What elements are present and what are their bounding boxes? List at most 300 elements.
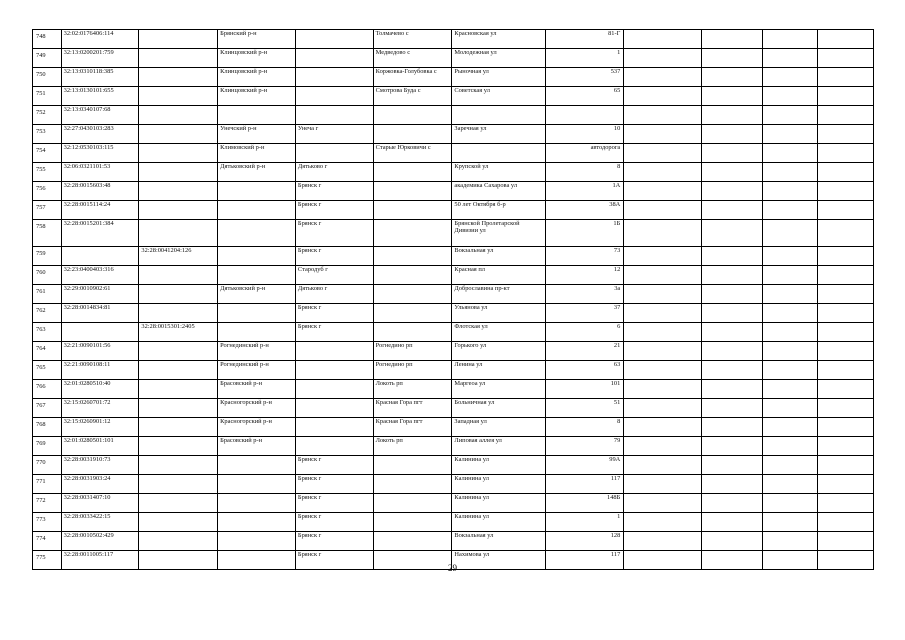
house-number-cell: 81-Г [545, 30, 624, 49]
row-number-cell: 750 [33, 68, 62, 87]
empty-cell [702, 437, 763, 456]
settlement-cell [373, 220, 452, 247]
row-number-cell: 765 [33, 361, 62, 380]
street-cell: Советская ул [452, 87, 545, 106]
table-row [33, 49, 874, 68]
empty-cell [763, 201, 817, 220]
empty-cell [702, 361, 763, 380]
empty-cell [763, 220, 817, 247]
row-number-cell: 769 [33, 437, 62, 456]
city-cell: Брянск г [295, 532, 373, 551]
row-number-cell: 768 [33, 418, 62, 437]
empty-cell [702, 163, 763, 182]
empty-cell [817, 49, 873, 68]
district-cell [218, 182, 296, 201]
empty-cell [763, 456, 817, 475]
table-row [33, 125, 874, 144]
register-table [32, 29, 874, 570]
empty-cell [817, 201, 873, 220]
house-number-cell: автодорога [545, 144, 624, 163]
settlement-cell [373, 513, 452, 532]
street-cell: Маргеоа ул [452, 380, 545, 399]
street-cell: Брянской Пролетарской Дивизии ул [452, 220, 545, 247]
city-cell: Брянск г [295, 304, 373, 323]
empty-cell [763, 475, 817, 494]
house-number-cell [545, 106, 624, 125]
empty-cell [817, 266, 873, 285]
cadastral-number-cell: 32:28:0031903:24 [61, 475, 139, 494]
table-row [33, 30, 874, 49]
empty-cell [702, 125, 763, 144]
city-cell: Брянск г [295, 513, 373, 532]
empty-cell [624, 361, 702, 380]
street-cell: Молодежная ул [452, 49, 545, 68]
settlement-cell [373, 182, 452, 201]
street-cell: Ульянова ул [452, 304, 545, 323]
empty-cell [763, 182, 817, 201]
district-cell: Климовский р-н [218, 144, 296, 163]
district-cell: Брянский р-н [218, 30, 296, 49]
district-cell: Красногорский р-н [218, 399, 296, 418]
district-cell [218, 513, 296, 532]
house-number-cell: 38А [545, 201, 624, 220]
empty-cell [817, 418, 873, 437]
city-cell [295, 144, 373, 163]
district-cell: Клинцовский р-н [218, 49, 296, 68]
street-cell: Красная пл [452, 266, 545, 285]
empty-cell [624, 342, 702, 361]
cadastral-number-cell: 32:13:0130101:655 [61, 87, 139, 106]
cadastral-number-alt-cell [139, 49, 218, 68]
row-number-cell: 759 [33, 247, 62, 266]
district-cell [218, 494, 296, 513]
settlement-cell [373, 106, 452, 125]
empty-cell [624, 494, 702, 513]
row-number-cell: 758 [33, 220, 62, 247]
cadastral-number-alt-cell [139, 494, 218, 513]
row-number-cell: 756 [33, 182, 62, 201]
empty-cell [702, 475, 763, 494]
street-cell: Липовая аллея ул [452, 437, 545, 456]
district-cell [218, 247, 296, 266]
district-cell [218, 456, 296, 475]
empty-cell [702, 106, 763, 125]
house-number-cell: 12 [545, 266, 624, 285]
house-number-cell: 117 [545, 551, 624, 570]
street-cell: Рыночная ул [452, 68, 545, 87]
empty-cell [817, 323, 873, 342]
empty-cell [702, 532, 763, 551]
empty-cell [702, 513, 763, 532]
city-cell [295, 361, 373, 380]
cadastral-number-alt-cell [139, 266, 218, 285]
settlement-cell: Красная Гора пгт [373, 418, 452, 437]
empty-cell [624, 456, 702, 475]
table-row [33, 304, 874, 323]
empty-cell [624, 323, 702, 342]
row-number-cell: 749 [33, 49, 62, 68]
empty-cell [702, 144, 763, 163]
empty-cell [817, 163, 873, 182]
empty-cell [817, 87, 873, 106]
cadastral-number-alt-cell [139, 361, 218, 380]
empty-cell [702, 266, 763, 285]
empty-cell [817, 532, 873, 551]
empty-cell [624, 247, 702, 266]
empty-cell [702, 323, 763, 342]
row-number-cell: 763 [33, 323, 62, 342]
district-cell: Брасовский р-н [218, 437, 296, 456]
cadastral-number-cell: 32:01:0280501:101 [61, 437, 139, 456]
house-number-cell: 21 [545, 342, 624, 361]
settlement-cell: Локоть рп [373, 380, 452, 399]
street-cell: Ленина ул [452, 361, 545, 380]
empty-cell [817, 30, 873, 49]
empty-cell [624, 285, 702, 304]
table-row [33, 106, 874, 125]
city-cell: Дятьково г [295, 285, 373, 304]
empty-cell [624, 125, 702, 144]
cadastral-number-cell: 32:13:0310118:385 [61, 68, 139, 87]
empty-cell [763, 342, 817, 361]
row-number-cell: 751 [33, 87, 62, 106]
row-number-cell: 773 [33, 513, 62, 532]
cadastral-number-cell: 32:02:0176406:114 [61, 30, 139, 49]
street-cell [452, 144, 545, 163]
empty-cell [702, 87, 763, 106]
empty-cell [624, 475, 702, 494]
city-cell: Унеча г [295, 125, 373, 144]
empty-cell [763, 163, 817, 182]
settlement-cell [373, 456, 452, 475]
table-row [33, 475, 874, 494]
table-row [33, 163, 874, 182]
street-cell: Вокзальная ул [452, 247, 545, 266]
table-row [33, 361, 874, 380]
district-cell: Клинцовский р-н [218, 68, 296, 87]
street-cell: Больничная ул [452, 399, 545, 418]
row-number-cell: 764 [33, 342, 62, 361]
empty-cell [702, 380, 763, 399]
empty-cell [763, 437, 817, 456]
cadastral-number-alt-cell [139, 30, 218, 49]
row-number-cell: 762 [33, 304, 62, 323]
table-row [33, 513, 874, 532]
table-row [33, 87, 874, 106]
empty-cell [702, 247, 763, 266]
district-cell: Красногорский р-н [218, 418, 296, 437]
empty-cell [702, 304, 763, 323]
cadastral-number-cell: 32:28:0011005:117 [61, 551, 139, 570]
street-cell: Флотская ул [452, 323, 545, 342]
row-number-cell: 774 [33, 532, 62, 551]
empty-cell [624, 87, 702, 106]
empty-cell [817, 68, 873, 87]
row-number-cell: 761 [33, 285, 62, 304]
cadastral-number-cell: 32:29:0010902:61 [61, 285, 139, 304]
empty-cell [763, 304, 817, 323]
cadastral-number-alt-cell [139, 68, 218, 87]
house-number-cell: 1Б [545, 220, 624, 247]
empty-cell [624, 201, 702, 220]
settlement-cell [373, 323, 452, 342]
street-cell: Калинина ул [452, 513, 545, 532]
table-row [33, 266, 874, 285]
table-row [33, 201, 874, 220]
settlement-cell: Коржовка-Голубовка с [373, 68, 452, 87]
table-row [33, 494, 874, 513]
house-number-cell: 63 [545, 361, 624, 380]
row-number-cell: 757 [33, 201, 62, 220]
table-body [33, 30, 874, 570]
city-cell [295, 418, 373, 437]
street-cell: Доброславина пр-кт [452, 285, 545, 304]
empty-cell [817, 144, 873, 163]
cadastral-number-alt-cell [139, 399, 218, 418]
district-cell: Унечский р-н [218, 125, 296, 144]
empty-cell [624, 163, 702, 182]
district-cell [218, 304, 296, 323]
settlement-cell [373, 285, 452, 304]
city-cell: Брянск г [295, 551, 373, 570]
table-row [33, 144, 874, 163]
city-cell [295, 380, 373, 399]
settlement-cell [373, 201, 452, 220]
cadastral-number-alt-cell: 32:28:0041204:126 [139, 247, 218, 266]
cadastral-number-cell: 32:27:0430103:283 [61, 125, 139, 144]
house-number-cell: 3а [545, 285, 624, 304]
empty-cell [763, 247, 817, 266]
cadastral-number-cell: 32:28:0031910:73 [61, 456, 139, 475]
table-row [33, 68, 874, 87]
district-cell [218, 266, 296, 285]
city-cell [295, 87, 373, 106]
row-number-cell: 767 [33, 399, 62, 418]
row-number-cell: 770 [33, 456, 62, 475]
table-row [33, 220, 874, 247]
settlement-cell: Локоть рп [373, 437, 452, 456]
empty-cell [817, 437, 873, 456]
house-number-cell: 8 [545, 418, 624, 437]
empty-cell [702, 182, 763, 201]
row-number-cell: 754 [33, 144, 62, 163]
city-cell: Брянск г [295, 182, 373, 201]
cadastral-number-alt-cell [139, 87, 218, 106]
empty-cell [624, 220, 702, 247]
cadastral-number-cell: 32:15:0260901:12 [61, 418, 139, 437]
house-number-cell: 117 [545, 475, 624, 494]
row-number-cell: 772 [33, 494, 62, 513]
street-cell: Горького ул [452, 342, 545, 361]
settlement-cell: Рогнедино рп [373, 361, 452, 380]
table-row [33, 437, 874, 456]
district-cell: Брасовский р-н [218, 380, 296, 399]
table-row [33, 285, 874, 304]
empty-cell [702, 494, 763, 513]
empty-cell [817, 106, 873, 125]
cadastral-number-cell [61, 247, 139, 266]
district-cell: Клинцовский р-н [218, 87, 296, 106]
empty-cell [817, 220, 873, 247]
empty-cell [763, 399, 817, 418]
empty-cell [763, 361, 817, 380]
city-cell [295, 106, 373, 125]
house-number-cell: 1А [545, 182, 624, 201]
table-row [33, 532, 874, 551]
empty-cell [624, 49, 702, 68]
table-row [33, 182, 874, 201]
district-cell: Рогнединский р-н [218, 361, 296, 380]
empty-cell [702, 456, 763, 475]
empty-cell [763, 323, 817, 342]
settlement-cell: Смотрова Буда с [373, 87, 452, 106]
house-number-cell: 537 [545, 68, 624, 87]
empty-cell [624, 304, 702, 323]
house-number-cell: 79 [545, 437, 624, 456]
empty-cell [624, 513, 702, 532]
table-row [33, 342, 874, 361]
empty-cell [624, 532, 702, 551]
empty-cell [763, 532, 817, 551]
city-cell: Брянск г [295, 494, 373, 513]
house-number-cell: 6 [545, 323, 624, 342]
district-cell: Дятьковский р-н [218, 285, 296, 304]
cadastral-number-alt-cell [139, 475, 218, 494]
cadastral-number-alt-cell [139, 220, 218, 247]
row-number-cell: 760 [33, 266, 62, 285]
street-cell: 50 лет Октября б-р [452, 201, 545, 220]
cadastral-number-cell [61, 323, 139, 342]
empty-cell [763, 285, 817, 304]
street-cell: Западная ул [452, 418, 545, 437]
row-number-cell: 775 [33, 551, 62, 570]
empty-cell [763, 418, 817, 437]
cadastral-number-cell: 32:13:0340107:68 [61, 106, 139, 125]
street-cell: академика Сахарова ул [452, 182, 545, 201]
cadastral-number-alt-cell [139, 201, 218, 220]
house-number-cell: 101 [545, 380, 624, 399]
empty-cell [624, 399, 702, 418]
district-cell [218, 106, 296, 125]
table-row [33, 418, 874, 437]
row-number-cell: 771 [33, 475, 62, 494]
district-cell [218, 220, 296, 247]
street-cell: Заречная ул [452, 125, 545, 144]
cadastral-number-alt-cell [139, 532, 218, 551]
cadastral-number-alt-cell [139, 380, 218, 399]
empty-cell [817, 247, 873, 266]
empty-cell [817, 361, 873, 380]
house-number-cell: 65 [545, 87, 624, 106]
street-cell [452, 106, 545, 125]
district-cell [218, 323, 296, 342]
empty-cell [624, 68, 702, 87]
house-number-cell: 148Б [545, 494, 624, 513]
cadastral-number-alt-cell [139, 456, 218, 475]
empty-cell [817, 304, 873, 323]
row-number-cell: 755 [33, 163, 62, 182]
table-row [33, 323, 874, 342]
street-cell: Крупской ул [452, 163, 545, 182]
empty-cell [763, 68, 817, 87]
house-number-cell: 51 [545, 399, 624, 418]
city-cell: Брянск г [295, 220, 373, 247]
empty-cell [817, 182, 873, 201]
house-number-cell: 10 [545, 125, 624, 144]
cadastral-number-alt-cell [139, 304, 218, 323]
cadastral-number-cell: 32:21:0090101:56 [61, 342, 139, 361]
district-cell: Дятьковский р-н [218, 163, 296, 182]
street-cell: Калинина ул [452, 475, 545, 494]
city-cell: Брянск г [295, 201, 373, 220]
house-number-cell: 99А [545, 456, 624, 475]
table-row [33, 399, 874, 418]
cadastral-number-cell: 32:28:0031407:10 [61, 494, 139, 513]
city-cell: Брянск г [295, 475, 373, 494]
empty-cell [624, 437, 702, 456]
district-cell [218, 475, 296, 494]
empty-cell [763, 494, 817, 513]
street-cell: Калинина ул [452, 494, 545, 513]
empty-cell [817, 125, 873, 144]
cadastral-number-alt-cell [139, 182, 218, 201]
city-cell: Брянск г [295, 323, 373, 342]
empty-cell [763, 144, 817, 163]
settlement-cell [373, 494, 452, 513]
settlement-cell: Медведово с [373, 49, 452, 68]
empty-cell [817, 399, 873, 418]
house-number-cell: 73 [545, 247, 624, 266]
settlement-cell [373, 304, 452, 323]
city-cell: Стародуб г [295, 266, 373, 285]
row-number-cell: 766 [33, 380, 62, 399]
city-cell: Брянск г [295, 247, 373, 266]
cadastral-number-alt-cell: 32:28:0015301:2405 [139, 323, 218, 342]
settlement-cell [373, 475, 452, 494]
empty-cell [817, 494, 873, 513]
settlement-cell [373, 247, 452, 266]
empty-cell [624, 380, 702, 399]
empty-cell [702, 201, 763, 220]
cadastral-number-cell: 32:28:0033422:15 [61, 513, 139, 532]
house-number-cell: 37 [545, 304, 624, 323]
empty-cell [624, 266, 702, 285]
empty-cell [763, 266, 817, 285]
house-number-cell: 1 [545, 513, 624, 532]
empty-cell [624, 30, 702, 49]
row-number-cell: 753 [33, 125, 62, 144]
empty-cell [702, 30, 763, 49]
empty-cell [817, 475, 873, 494]
street-cell: Красновская ул [452, 30, 545, 49]
cadastral-number-cell: 32:06:0321101:53 [61, 163, 139, 182]
city-cell [295, 437, 373, 456]
empty-cell [763, 49, 817, 68]
table-row [33, 456, 874, 475]
cadastral-number-cell: 32:28:0015201:384 [61, 220, 139, 247]
city-cell: Дятьково г [295, 163, 373, 182]
cadastral-number-cell: 32:28:0014834:81 [61, 304, 139, 323]
empty-cell [702, 220, 763, 247]
cadastral-number-cell: 32:21:0090108:11 [61, 361, 139, 380]
street-cell: Вокзальная ул [452, 532, 545, 551]
cadastral-number-cell: 32:23:0400403:316 [61, 266, 139, 285]
cadastral-number-alt-cell [139, 106, 218, 125]
empty-cell [702, 342, 763, 361]
settlement-cell: Красная Гора пгт [373, 399, 452, 418]
cadastral-number-alt-cell [139, 418, 218, 437]
empty-cell [763, 125, 817, 144]
